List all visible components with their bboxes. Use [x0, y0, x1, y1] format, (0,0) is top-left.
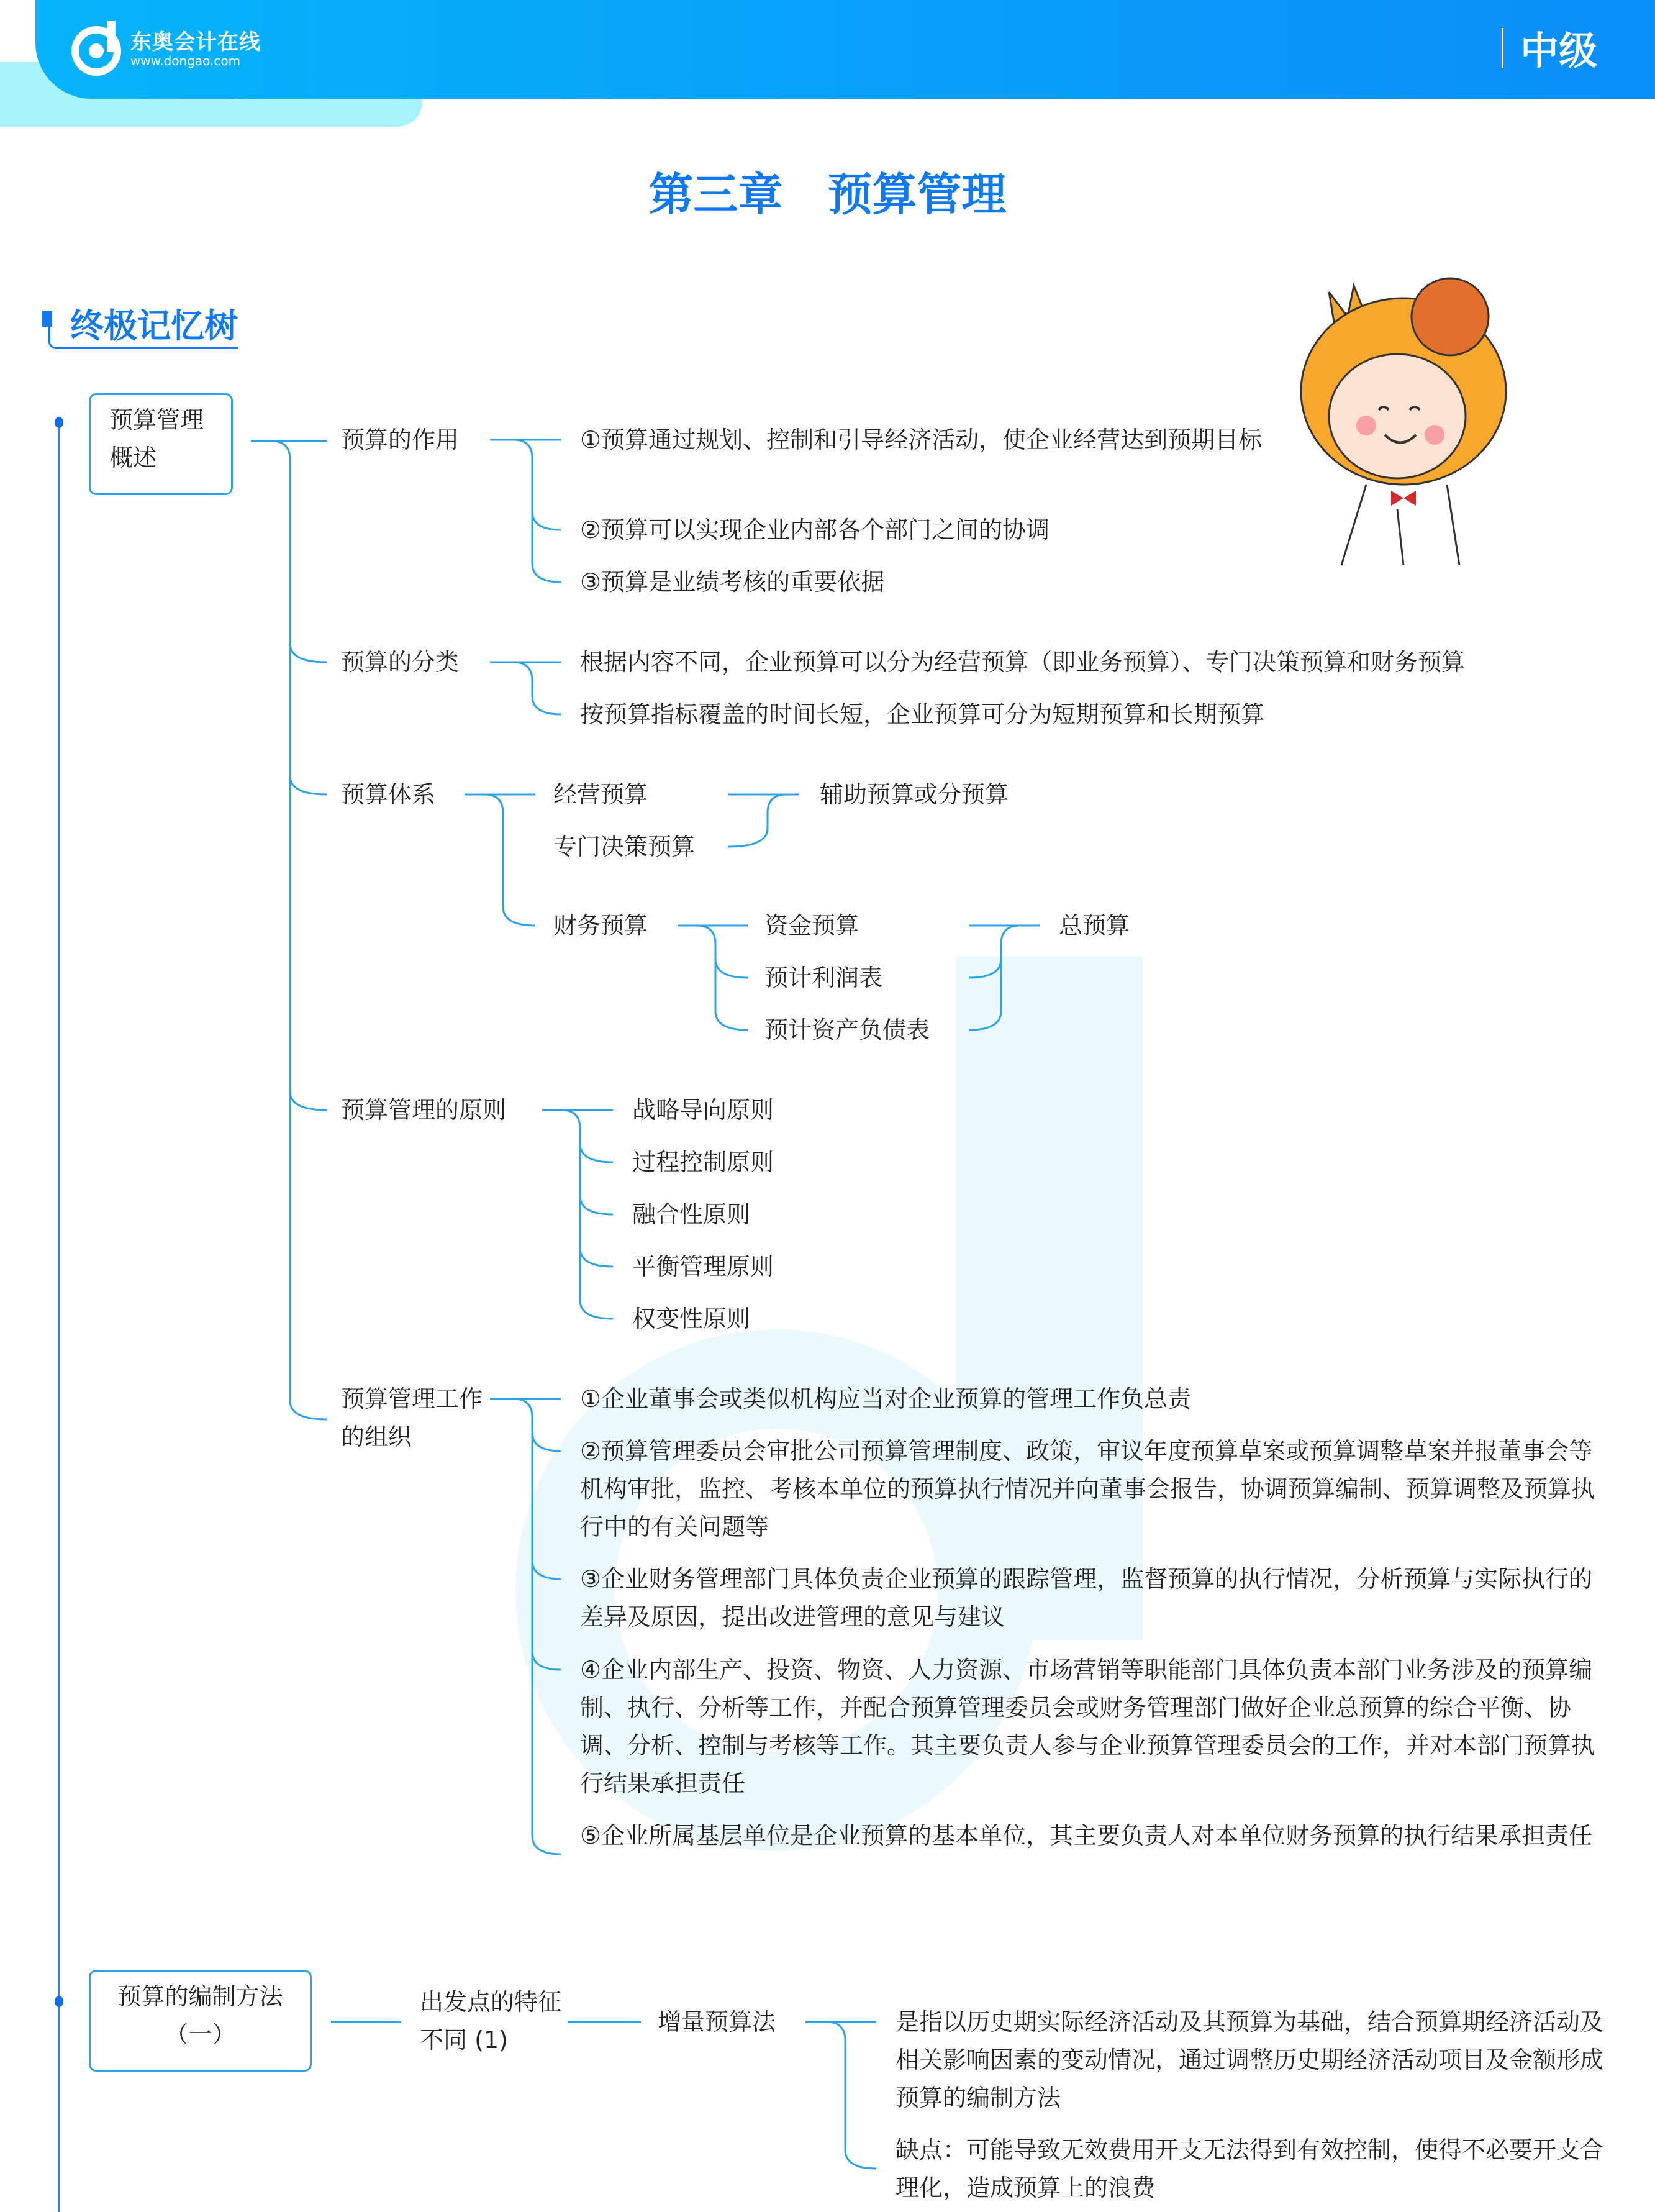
connector [514, 1399, 532, 1418]
connector [697, 926, 715, 944]
topic-label-sub: （一） [165, 2021, 236, 2048]
leaf-item: 战略导向原则 [632, 1096, 774, 1124]
connector [290, 644, 327, 662]
leaf-item: 平衡管理原则 [632, 1253, 774, 1280]
connector [532, 1560, 561, 1579]
connector [580, 1196, 613, 1214]
leaf-special-budget: 专门决策预算 [553, 833, 696, 860]
connector [290, 1401, 327, 1419]
connector [728, 828, 768, 847]
connector [532, 696, 561, 714]
leaf-item: 缺点：可能导致无效费用开支无法得到有效控制，使得不必要开支合理化，造成预算上的浪费 [896, 2136, 1604, 2201]
connector [532, 563, 561, 582]
connector [845, 2150, 876, 2169]
leaf-item: 预计资产负债表 [764, 1016, 930, 1044]
leaf-master-budget: 总预算 [1059, 912, 1130, 939]
connector [580, 1144, 613, 1162]
connector [532, 1432, 561, 1451]
leaf-item: ①企业董事会或类似机构应当对企业预算的管理工作负总责 [580, 1385, 1192, 1413]
connector [484, 794, 503, 813]
leaf-item: 融合性原则 [632, 1201, 751, 1228]
connector [715, 959, 748, 978]
branch-classification: 预算的分类 [341, 649, 460, 676]
branch-system: 预算体系 [341, 781, 436, 808]
leaf-item: ⑤企业所属基层单位是企业预算的基本单位，其主要负责人对本单位财务预算的执行结果承担责任 [580, 1822, 1593, 1849]
connector [532, 511, 561, 530]
leaf-item: 按预算指标覆盖的时间长短，企业预算可分为短期预算和长期预算 [580, 701, 1265, 728]
connector [271, 441, 290, 460]
connector [503, 907, 535, 926]
leaf-auxiliary-budget: 辅助预算或分预算 [820, 781, 1009, 808]
branch-role: 预算的作用 [341, 426, 460, 453]
leaf-item: 根据内容不同，企业预算可以分为经营预算（即业务预算）、专门决策预算和财务预算 [580, 649, 1466, 676]
connector [715, 1011, 748, 1030]
leaf-item: 资金预算 [764, 912, 859, 939]
connector [514, 440, 532, 458]
leaf-item: ②预算可以实现企业内部各个部门之间的协调 [580, 516, 1050, 544]
topic-label: 预算的编制方法 [117, 1983, 283, 2010]
level-label: 中级 [1520, 28, 1598, 73]
connector [532, 1836, 561, 1854]
connector [768, 794, 786, 813]
leaf-item: ①预算通过规划、控制和引导经济活动，使企业经营达到预期目标 [580, 426, 1263, 453]
connector [532, 1651, 561, 1670]
leaf-item: ③企业财务管理部门具体负责企业预算的跟踪管理，监督预算的执行情况，分析预算与实际执行的差异及原因，提出改进管理的意见与建议 [580, 1565, 1593, 1631]
leaf-item: ②预算管理委员会审批公司预算管理制度、政策，审议年度预算草案或预算调整草案并报董事会等机构审批，监控、考核本单位的预算执行情况并向董事会报告，协调预算编制、预算调整及预算执行中的有关问题等 [580, 1437, 1595, 1541]
leaf-item: 预计利润表 [764, 964, 883, 991]
brand-url: www.dongao.com [130, 53, 241, 68]
leaf-item: ④企业内部生产、投资、物资、人力资源、市场营销等职能部门具体负责本部门业务涉及的预算编制、执行、分析等工作，并配合预算管理委员会或财务管理部门做好企业总预算的综合平衡、协调、分析、控制与考核等工作。其主要负责人参与企业预算管理委员会的工作，并对本部门预算执行结果承担责任 [580, 1656, 1595, 1797]
leaf-item: 权变性原则 [632, 1305, 751, 1332]
topic-box-budget-overview [89, 393, 233, 495]
connector [580, 1248, 613, 1267]
connector [580, 1300, 613, 1319]
brand-name: 东奥会计在线 [130, 30, 261, 55]
leaf-financial-budget: 财务预算 [553, 912, 648, 939]
connector [561, 1110, 580, 1129]
branch-starting-point: 出发点的特征不同 (1) [420, 1988, 562, 2054]
branch-organization: 预算管理工作的组织 [341, 1385, 483, 1450]
connector [290, 776, 327, 794]
leaf-item: 是指以历史期实际经济活动及其预算为基础，结合预算期经济活动及相关影响因素的变动情况，通过调整历史期经济活动项目及金额形成预算的编制方法 [896, 2008, 1604, 2111]
branch-principles: 预算管理的原则 [341, 1096, 507, 1124]
connector [290, 1091, 327, 1110]
section-title: 终极记忆树 [70, 306, 238, 345]
connector [827, 2022, 845, 2041]
connector [969, 959, 1001, 978]
topic-box-budget-methods [89, 1970, 312, 2072]
page-title: 第三章 预算管理 [648, 168, 1007, 221]
leaf-item: 过程控制原则 [632, 1149, 774, 1176]
leaf-item: ③预算是业绩考核的重要依据 [580, 568, 885, 596]
topic-label: 预算管理概述 [109, 406, 204, 471]
leaf-operating-budget: 经营预算 [553, 781, 648, 808]
connector [1001, 926, 1020, 944]
connector [969, 1011, 1001, 1030]
connector [514, 662, 532, 681]
branch-incremental-budget: 增量预算法 [658, 2008, 776, 2036]
